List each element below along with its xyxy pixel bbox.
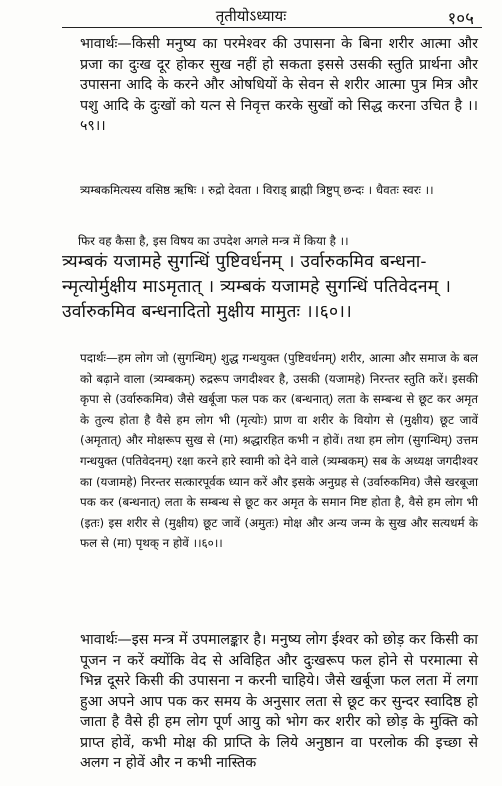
mantra-block	[62, 250, 480, 325]
padarth-60-paragraph: पदार्थः—हम लोग जो (सुगन्धिम्) शुद्ध गन्धयुक्त (पुष्टिवर्धनम्) शरीर, आत्मा और समाज के बल को बढ़ाने वाला (त्र्यम्बकम्) रुद्ररूप जगदीश्वर है, उसकी (यजामहे) निरन्तर स्तुति करें। इसकी कृपा से (उर्वारुकमिव) जैसे खर्बूजा फल पक कर (बन्धनात्) लता के सम्बन्ध से छूट कर अमृत के तुल्य होता है वैसे हम लोग भी (मृत्योः) प्राण वा शरीर के वियोग से (मुक्षीय) छूट जावें (अमृतात्) और मोक्षरूप सुख से (मा) श्रद्धारहित कभी न होवें। तथा हम लोग (सुगन्धिम्) उत्तम गन्धयुक्त (पतिवेदनम्) रक्षा करने हारे स्वामी को देने वाले (त्र्यम्बकम्) सब के अध्यक्ष जगदीश्वर का (यजामहे) निरन्तर सत्कारपूर्वक ध्यान करें और इसके अनुग्रह से (उर्वारुकमिव) जैसे खरबूजा पक कर (बन्धनात्) लता के सम्बन्ध से छूट कर अमृत के समान मिष्ट होता है, वैसे हम लोग भी (इतः) इस शरीर से (मुक्षीय) छूट जावें (अमुतः) मोक्ष और अन्य जन्म के सुख और सत्यधर्म के फल से (मा) पृथक् न होवें ।।६०।।	[80, 351, 478, 551]
mantra-line-1: त्र्यम्बकं यजामहे सुगन्धिं पुष्टिवर्धनम् । उर्वारुकमिव बन्धना-	[62, 252, 427, 272]
header-rule	[62, 27, 482, 28]
bhavarth-59-paragraph: भावार्थः—किसी मनुष्य का परमेश्वर की उपासना के बिना शरीर आत्मा और प्रजा का दुःख दूर होकर सुख नहीं हो सकता इससे उसकी स्तुति प्रार्थना और उपासना आदि के करने और ओषधियों के सेवन से शरीर आत्मा पुत्र मित्र और पशु आदि के दुःखों को यत्न से निवृत्त करके सुखों को सिद्ध करना उचित है ।।५९।।	[80, 36, 478, 134]
rishi-devata-line: त्र्यम्बकमित्यस्य वसिष्ठ ऋषिः । रुद्रो देवता । विराड् ब्राह्मी त्रिष्टुप् छन्दः । धैवतः स्वरः ।।	[80, 183, 434, 197]
running-title: तृतीयोऽध्यायः	[215, 7, 287, 25]
bhavarth-60-paragraph: भावार्थः—इस मन्त्र में उपमालङ्कार है। मनुष्य लोग ईश्वर को छोड़ कर किसी का पूजन न करें क्योंकि वेद से अविहित और दुःखरूप फल होने से परमात्मा से भिन्न दूसरे किसी की उपासना न करनी चाहिये। जैसे खर्बूजा फल लता में लगा हुआ अपने आप पक कर समय के अनुसार लता से छूट कर सुन्दर स्वादिष्ठ हो जाता है वैसे ही हम लोग पूर्ण आयु को भोग कर शरीर को छोड़ के मुक्ति को प्राप्त होवें, कभी मोक्ष की प्राप्ति के लिये अनुष्ठान वा परलोक की इच्छा से अलग न होवें और न कभी नास्तिक	[80, 632, 479, 771]
page-number: १०५	[447, 9, 474, 29]
intro-line: फिर वह कैसा है, इस विषय का उपदेश अगले मन्त्र में किया है ।।	[78, 234, 349, 248]
mantra-line-3: उर्वारुकमिव बन्धनादितो मुक्षीय मामुतः ।।६०।।	[62, 302, 352, 322]
mantra-line-2: न्मृत्योर्मुक्षीय माऽमृतात् । त्र्यम्बकं यजामहे सुगन्धिं पतिवेदनम् ।	[62, 277, 452, 297]
